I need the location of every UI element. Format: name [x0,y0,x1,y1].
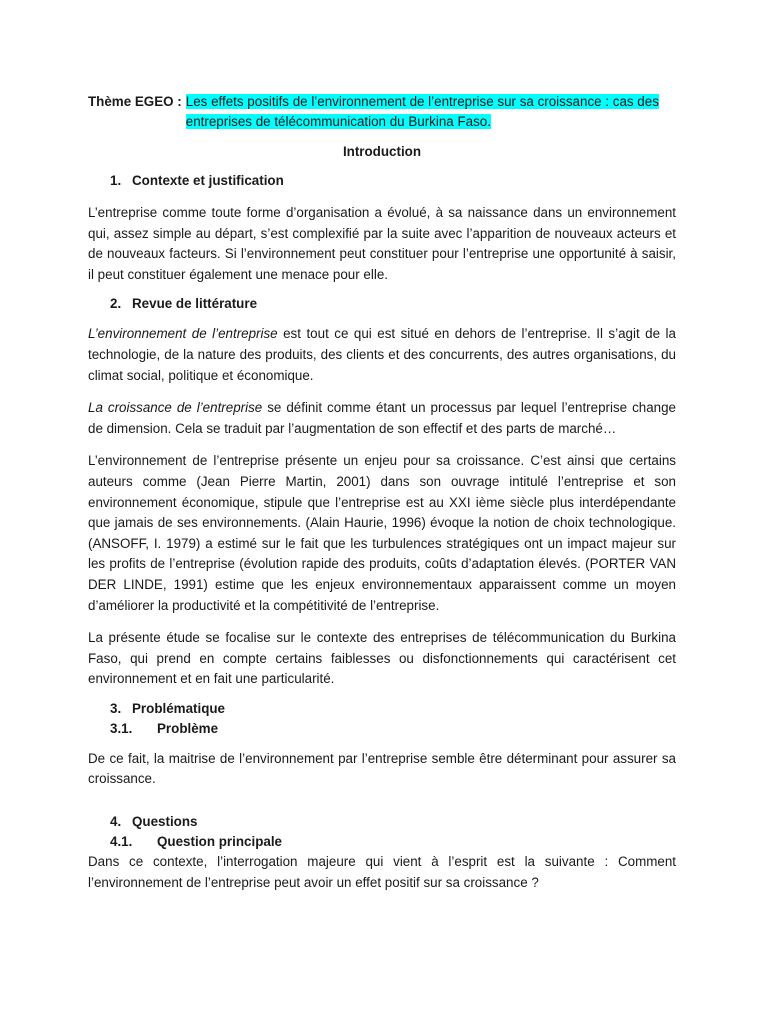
paragraph: La présente étude se focalise sur le contexte des entreprises de télécommunication du Burkina Faso, qui prend en compte certains faiblesses ou disfonctionnements qui caractérisent cet environnement et en fait une particularité. [88,630,676,687]
section-heading-3 [88,699,676,719]
section-number: 3. [110,700,122,716]
paragraph: L’entreprise comme toute forme d’organisation a évolué, à sa naissance dans un environnement qui, assez simple au départ, s’est complexifié par la suite avec l’apparition de nouveaux acteurs et de nouveaux facteurs. Si l’environnement peut constituer pour l’entreprise une opportunité à saisir, il peut constituer également une menace pour elle. [88,205,676,282]
subsection-heading-text: Problème [157,720,219,736]
paragraph: De ce fait, la maitrise de l’environnement par l’entreprise semble être déterminant pour assurer sa croissance. [88,750,676,787]
paragraph-text: est tout ce qui est situé en dehors de l’entreprise. Il s’agit de la technologie, de la nature des produits, des clients et des concurrents, des autres organisations, du climat social, politique et économique. [88,326,676,383]
section-heading-1 [88,171,676,191]
paragraph-text: se définit comme étant un processus par lequel l’entreprise change de dimension. Cela se traduit par l’augmentation de son effectif et des parts de marché… [88,400,677,436]
theme-line [88,92,676,132]
theme-label: Thème EGEO : [88,94,182,109]
section-heading-4 [88,812,676,832]
theme-highlight: Les effets positifs de l’environnement de l’entreprise sur sa croissance : cas des entreprises de télécommunication du Burkina Faso. [185,94,659,129]
theme-text [186,92,676,132]
paragraph: Dans ce contexte, l’interrogation majeure qui vient à l’esprit est la suivante : Comment l’environnement de l’entreprise peut avoir un effet positif sur sa croissance ? [88,854,676,890]
subsection-heading-4-1 [88,832,676,852]
section-number: 1. [110,173,122,188]
paragraph [88,324,676,386]
subsection-number: 4.1. [110,834,133,850]
section-heading-2 [88,294,676,314]
italic-term: La croissance de l’entreprise [88,400,263,416]
section-heading-text: Contexte et justification [132,173,284,188]
paragraph: L’environnement de l’entreprise présente un enjeu pour sa croissance. C’est ainsi que certains auteurs comme (Jean Pierre Martin, 2001) dans son ouvrage intitulé l’entreprise et son environnement économique, stipule que l’entreprise est au XXI ième siècle plus interdépendante que jamais de ses environnements. (Alain Haurie, 1996) évoque la notion de choix technologique. (ANSOFF, I. 1979) a estimé sur le fait que les turbulences stratégiques ont un impact majeur sur les profits de l’entreprise (évolution rapide des produits, coûts d’adaptation élevés. (PORTER VAN DER LINDE, 1991) estime que les enjeux environnementaux apparaissent comme un moyen d’améliorer la productivité et la compétitivité de l’entreprise. [88,453,676,613]
page-title: Introduction [342,144,422,159]
section-number: 2. [110,296,122,312]
section-heading-text: Questions [132,814,198,830]
section-number: 4. [110,814,122,830]
paragraph [88,398,676,439]
subsection-number: 3.1. [110,720,133,736]
italic-term: L’environnement de l’entreprise [88,326,278,342]
subsection-heading-3-1 [88,719,676,739]
section-heading-text: Problématique [132,700,226,716]
subsection-heading-text: Question principale [157,834,283,850]
section-heading-text: Revue de littérature [132,296,258,312]
